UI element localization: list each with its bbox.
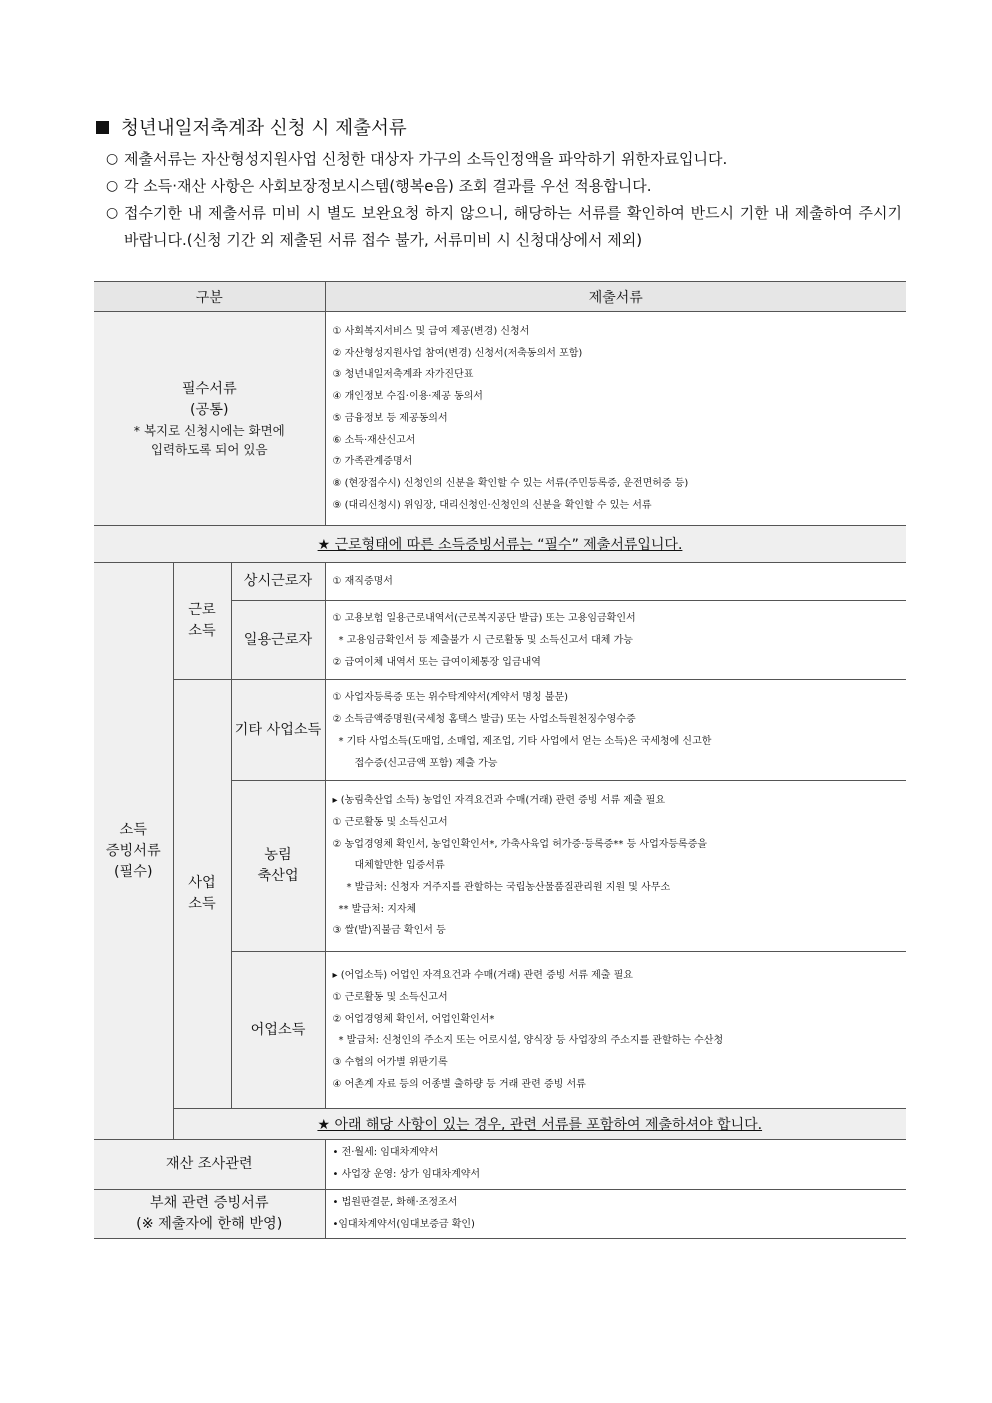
business-label: 사업	[188, 875, 216, 892]
list-item: ① 근로활동 및 소득신고서	[332, 816, 448, 828]
required-note: * 복지로 신청시에는 화면에	[133, 422, 285, 438]
property-label: 재산 조사관련	[94, 1140, 325, 1189]
notice-income	[94, 526, 906, 563]
bullet-text: 각 소득·재산 사항은 사회보장정보시스템(행복e음) 조회 결과를 우선 적용합니다.	[124, 177, 652, 195]
header-documents: 제출서류	[325, 282, 906, 312]
list-item: ⑧ (현장접수시) 신청인의 신분을 확인할 수 있는 서류(주민등록증, 운전면허증 등)	[332, 477, 689, 489]
fish-docs	[325, 952, 906, 1109]
list-item: ① 재직증명서	[332, 576, 393, 588]
list-item: ⑤ 금융정보 등 제공동의서	[332, 412, 448, 424]
required-title: 필수서류	[181, 380, 237, 397]
list-item: * 고용임금확인서 등 제출불가 시 근로활동 및 소득신고서 대체 가능	[338, 635, 633, 647]
list-item: ② 농업경영체 확인서, 농업인확인서*, 가축사육업 허가증·등록증** 등 사업자등록증을	[332, 838, 708, 850]
labor-income-cell	[173, 563, 231, 680]
debt-label-cell	[94, 1189, 325, 1238]
notice-row	[94, 526, 906, 563]
list-item: ⑦ 가족관계증명서	[332, 456, 413, 468]
list-item: ③ 청년내일저축계좌 자가진단표	[332, 369, 474, 381]
notice-text: ★ 아래 해당 사항이 있는 경우, 관련 서류를 포함하여 제출하셔야 합니다.	[317, 1117, 763, 1134]
section-heading	[96, 114, 906, 140]
required-docs-cell	[325, 312, 906, 526]
documents-table	[94, 281, 906, 1239]
bullet-item	[94, 173, 906, 200]
notice-additional	[173, 1109, 906, 1140]
regular-worker-docs	[325, 563, 906, 601]
bullet-item	[94, 200, 906, 254]
debt-label: 부채 관련 증빙서류	[149, 1195, 269, 1211]
list-item: * 기타 사업소득(도매업, 소매업, 제조업, 기타 사업에서 얻는 소득)은 국세청에 신고한	[338, 735, 712, 747]
circle-bullet-icon: ○	[106, 205, 119, 221]
property-docs	[325, 1140, 906, 1189]
business-label: 소득	[188, 896, 216, 913]
list-item: 접수증(신고금액 포함) 제출 가능	[354, 757, 498, 769]
notice-bullets	[94, 146, 906, 254]
table-row-debt	[94, 1189, 906, 1238]
table-row-other-business	[94, 680, 906, 781]
black-square-icon	[96, 121, 109, 134]
list-item: •임대차계약서(임대보증금 확인)	[332, 1218, 475, 1230]
document-header	[94, 114, 906, 254]
notice-text: ★ 근로형태에 따른 소득증빙서류는 “필수” 제출서류입니다.	[317, 537, 683, 554]
labor-label: 근로	[188, 602, 216, 619]
header-category: 구분	[94, 282, 325, 312]
table-header-row	[94, 282, 906, 312]
regular-worker-label: 상시근로자	[231, 563, 325, 601]
list-item: • 사업장 운영: 상가 임대차계약서	[332, 1169, 481, 1181]
list-item: ③ 수협의 어가별 위판기록	[332, 1056, 448, 1068]
circle-bullet-icon: ○	[106, 151, 119, 167]
list-item: ② 소득금액증명원(국세청 홈택스 발급) 또는 사업소득원천징수영수증	[332, 714, 636, 726]
list-item: ② 자산형성지원사업 참여(변경) 신청서(저축동의서 포함)	[332, 347, 583, 359]
list-item: 대체할만한 입증서류	[354, 860, 445, 872]
required-category-cell	[94, 312, 325, 526]
income-title: 증빙서류	[105, 842, 161, 859]
list-item: ④ 어촌계 자료 등의 어종별 출하량 등 거래 관련 증빙 서류	[332, 1078, 586, 1090]
list-item: ▸ (농림축산업 소득) 농업인 자격요건과 수매(거래) 관련 증빙 서류 제출 필요	[332, 795, 666, 807]
list-item: ** 발급처: 지자체	[338, 903, 417, 915]
list-item: ① 사업자등록증 또는 위수탁계약서(계약서 명칭 불문)	[332, 692, 569, 704]
list-item: ② 급여이체 내역서 또는 급여이체통장 입금내역	[332, 656, 541, 668]
farm-label-cell	[231, 781, 325, 952]
farm-label: 축산업	[257, 868, 299, 885]
farm-label: 농림	[264, 847, 292, 864]
list-item: • 법원판결문, 화해·조정조서	[332, 1196, 458, 1208]
daily-worker-docs	[325, 601, 906, 680]
list-item: ① 사회복지서비스 및 급여 제공(변경) 신청서	[332, 326, 530, 337]
list-item: ① 근로활동 및 소득신고서	[332, 991, 448, 1003]
list-item: ④ 개인정보 수집·이용·제공 동의서	[332, 391, 483, 403]
debt-label: (※ 제출자에 한해 반영)	[136, 1216, 283, 1232]
business-income-cell	[173, 680, 231, 1109]
list-item: * 발급처: 신청인의 주소지 또는 어로시설, 양식장 등 사업장의 주소지를 관할하는 수산청	[338, 1035, 724, 1047]
notice-row	[94, 1109, 906, 1140]
required-note: 입력하도록 되어 있음	[150, 441, 268, 457]
other-business-docs	[325, 680, 906, 781]
table-row-regular	[94, 563, 906, 601]
labor-label: 소득	[188, 623, 216, 640]
list-item: ▸ (어업소득) 어업인 자격요건과 수매(거래) 관련 증빙 서류 제출 필요	[332, 970, 633, 982]
list-item: ⑨ (대리신청시) 위임장, 대리신청인·신청인의 신분을 확인할 수 있는 서류	[332, 499, 652, 511]
farm-docs	[325, 781, 906, 952]
list-item: ⑥ 소득·재산신고서	[332, 434, 416, 446]
fish-label: 어업소득	[231, 952, 325, 1109]
list-item: • 전·월세: 임대차계약서	[332, 1147, 439, 1159]
list-item: ③ 쌀(밭)직불금 확인서 등	[332, 925, 446, 937]
other-business-label: 기타 사업소득	[231, 680, 325, 781]
income-category-cell	[94, 563, 173, 1140]
bullet-text: 접수기한 내 제출서류 미비 시 별도 보완요청 하지 않으니, 해당하는 서류를 확인하여 반드시 기한 내 제출하여 주시기 바랍니다.(신청 기간 외 제출된 서류 접수 불가, 서류미비 시 신청대상에서 제외)	[124, 204, 902, 249]
heading-text: 청년내일저축계좌 신청 시 제출서류	[121, 118, 407, 139]
bullet-text: 제출서류는 자산형성지원사업 신청한 대상자 가구의 소득인정액을 파악하기 위한자료입니다.	[124, 150, 728, 168]
table-row-required	[94, 312, 906, 526]
list-item: * 발급처: 신청자 거주지를 관할하는 국립농산물품질관리원 지원 및 사무소	[346, 882, 671, 894]
list-item: ② 어업경영체 확인서, 어업인확인서*	[332, 1013, 495, 1025]
income-title: (필수)	[114, 863, 153, 880]
income-title: 소득	[119, 821, 147, 838]
circle-bullet-icon: ○	[106, 178, 119, 194]
list-item: ① 고용보험 일용근로내역서(근로복지공단 발급) 또는 고용임금확인서	[332, 613, 636, 625]
daily-worker-label: 일용근로자	[231, 601, 325, 680]
table-row-property	[94, 1140, 906, 1189]
debt-docs	[325, 1189, 906, 1238]
bullet-item	[94, 146, 906, 173]
required-subtitle: (공통)	[190, 401, 229, 418]
